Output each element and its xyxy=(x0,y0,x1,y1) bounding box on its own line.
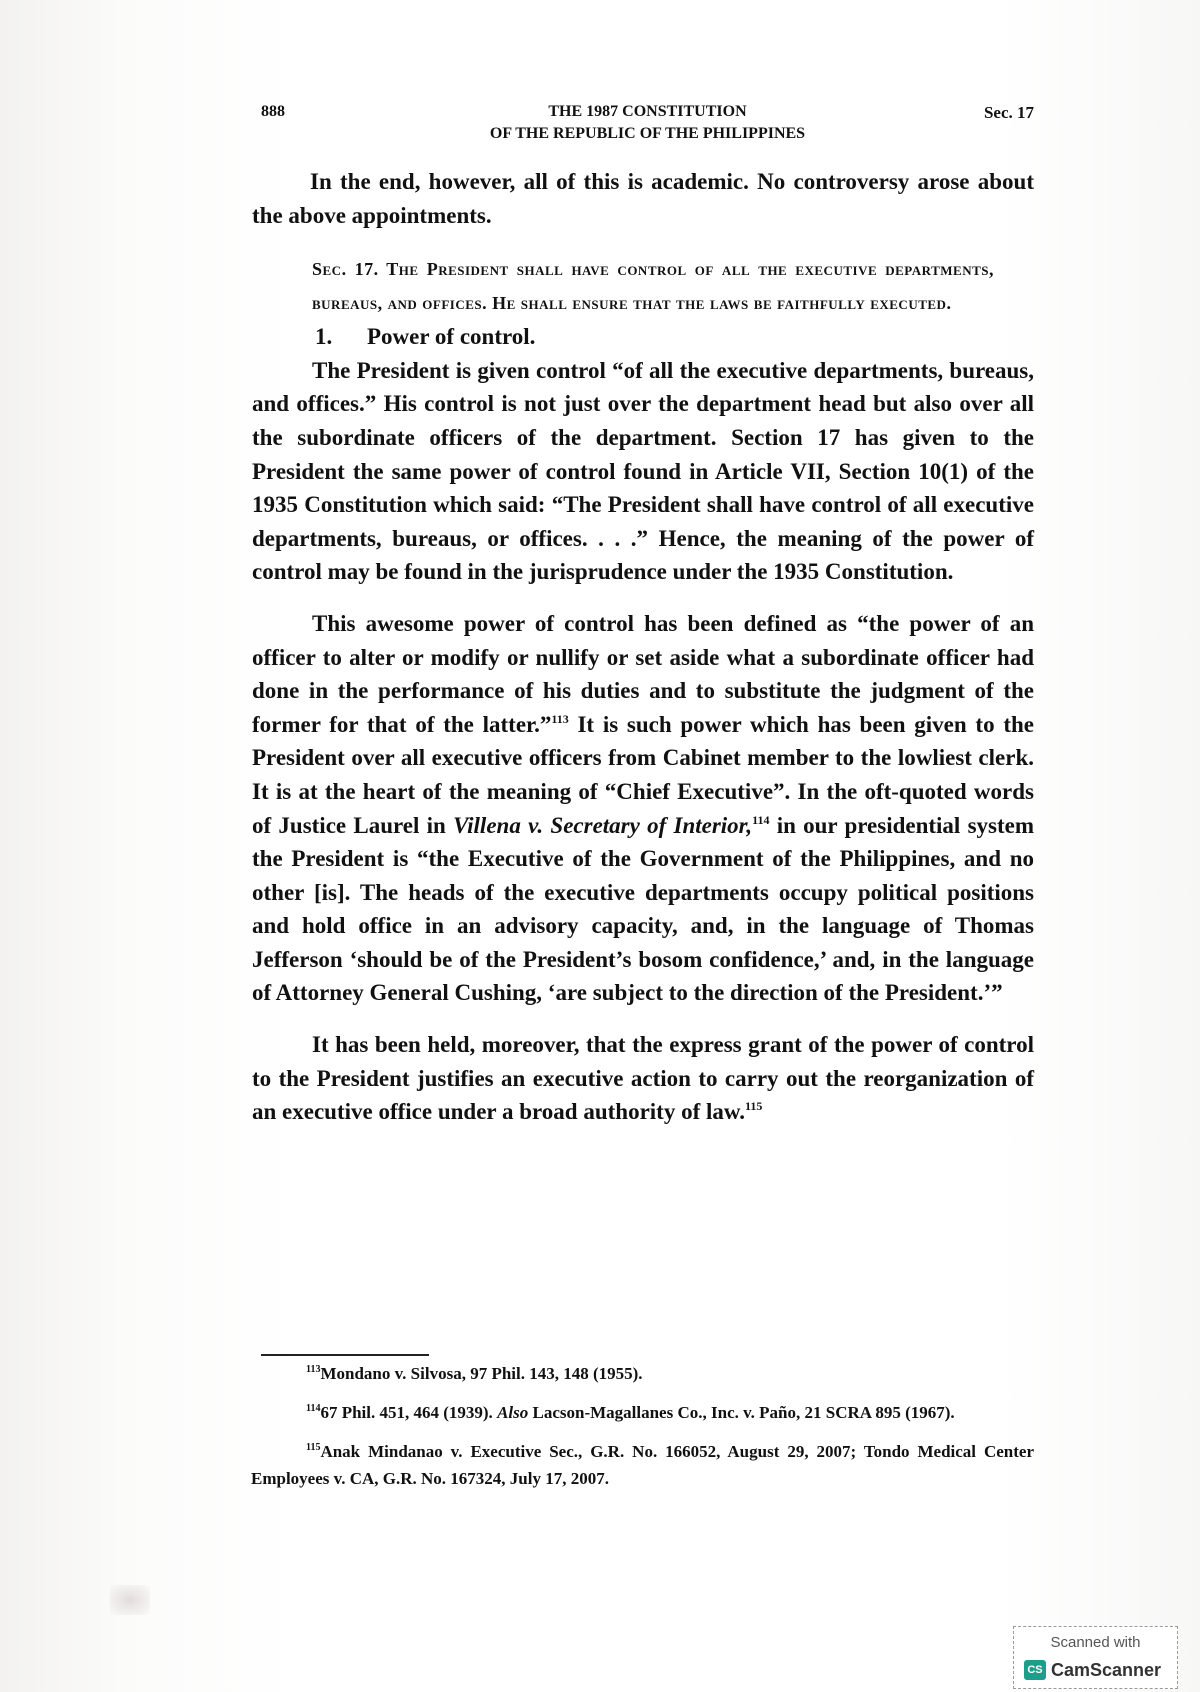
section-label: Sec. 17. xyxy=(312,259,379,280)
watermark-brand-name: CamScanner xyxy=(1051,1659,1162,1680)
footnote-113-text: Mondano v. Silvosa, 97 Phil. 143, 148 (1955). xyxy=(320,1364,643,1383)
footnote-115 xyxy=(251,1438,1034,1492)
camscanner-watermark xyxy=(1013,1626,1178,1689)
section-provision: The President shall have control of all the executive departments, bureaus, and offices. He shall ensure that the laws be faithfully executed. xyxy=(312,259,994,314)
footnote-114-part-b: Lacson-Magallanes Co., Inc. v. Paño, 21 SCRA 895 (1967). xyxy=(528,1403,955,1422)
section-reference: Sec. 17 xyxy=(983,103,1034,122)
page-header xyxy=(261,101,1034,145)
footnote-ref-115: 115 xyxy=(744,1099,763,1114)
paragraph-3 xyxy=(252,1028,1034,1129)
paragraph-2-part-a: This awesome power of control has been defined as “the power of an officer to alter or modify or nullify or set aside what a subordinate officer had done in the performance of his duties and to substitute the judgment of the former for that of the latter.” xyxy=(252,610,1034,737)
footnote-113-number: 113 xyxy=(306,1364,321,1375)
subheading xyxy=(252,320,1034,354)
footnotes xyxy=(251,1360,1034,1504)
intro-paragraph: In the end, however, all of this is academic. No controversy arose about the above appointments. xyxy=(252,169,1034,228)
watermark-caption: Scanned with xyxy=(1050,1634,1141,1651)
camscanner-logo-icon: CS xyxy=(1024,1660,1046,1680)
running-title-line1: THE 1987 CONSTITUTION xyxy=(548,103,747,120)
running-title xyxy=(261,101,1034,145)
paragraph-1: The President is given control “of all the executive departments, bureaus, and offices.” His control is not just over the department head but also over all the subordinate officers of the department. Section 17 has given to the President the same power of control found in Article VII, Section 10(1) of the 1935 Constitution which said: “The President shall have control of all executive departments, bureaus, or offices. . . .” Hence, the meaning of the power of control may be found in the jurisprudence under the 1935 Constitution. xyxy=(252,357,1034,585)
page-body xyxy=(252,165,1034,1129)
paragraph-3-text: It has been held, moreover, that the express grant of the power of control to the President justifies an executive action to carry out the reorganization of an executive office under a broad authority of law. xyxy=(252,1032,1034,1125)
footnote-115-number: 115 xyxy=(306,1442,321,1453)
watermark-brand xyxy=(1024,1659,1161,1681)
subheading-title: Power of control. xyxy=(367,324,536,350)
page-number: 888 xyxy=(261,103,285,120)
footnote-115-text: Anak Mindanao v. Executive Sec., G.R. No. 166052, August 29, 2007; Tondo Medical Center Employees v. CA, G.R. No. 167324, July 17, 2007. xyxy=(251,1442,1034,1488)
footnote-114-number: 114 xyxy=(306,1403,321,1414)
running-title-line2: OF THE REPUBLIC OF THE PHILIPPINES xyxy=(489,125,806,142)
footnote-114-part-a: 67 Phil. 451, 464 (1939). xyxy=(320,1403,498,1422)
footnote-114 xyxy=(251,1399,1034,1426)
footnote-ref-113: 113 xyxy=(551,711,569,726)
paragraph-2-part-b: It is such power which has been given to the President over all executive officers from Cabinet member to the lowliest clerk. It is at the heart of the meaning of “Chief Executive”. In the oft-quoted words of Justice Laurel in xyxy=(252,711,1034,838)
constitution-section-text xyxy=(252,252,1034,320)
footnote-ref-114: 114 xyxy=(752,812,770,827)
scan-smudge xyxy=(110,1585,150,1615)
footnote-113 xyxy=(251,1360,1034,1387)
footnote-114-also: Also xyxy=(497,1403,529,1422)
paragraph-2 xyxy=(252,607,1034,1010)
paragraph-2-part-c: in our presidential system the President is “the Executive of the Government of the Philippines, and no other [is]. The heads of the executive departments occupy political positions and hold office in an advisory capacity, and, in the language of Thomas Jefferson ‘should be of the President’s bosom confidence,’ and, in the language of Attorney General Cushing, ‘are subject to the direction of the President.’” xyxy=(252,812,1035,1006)
subheading-number: 1. xyxy=(315,324,333,350)
case-name-villena: Villena v. Secretary of Interior, xyxy=(453,812,753,838)
footnote-divider xyxy=(261,1354,429,1356)
